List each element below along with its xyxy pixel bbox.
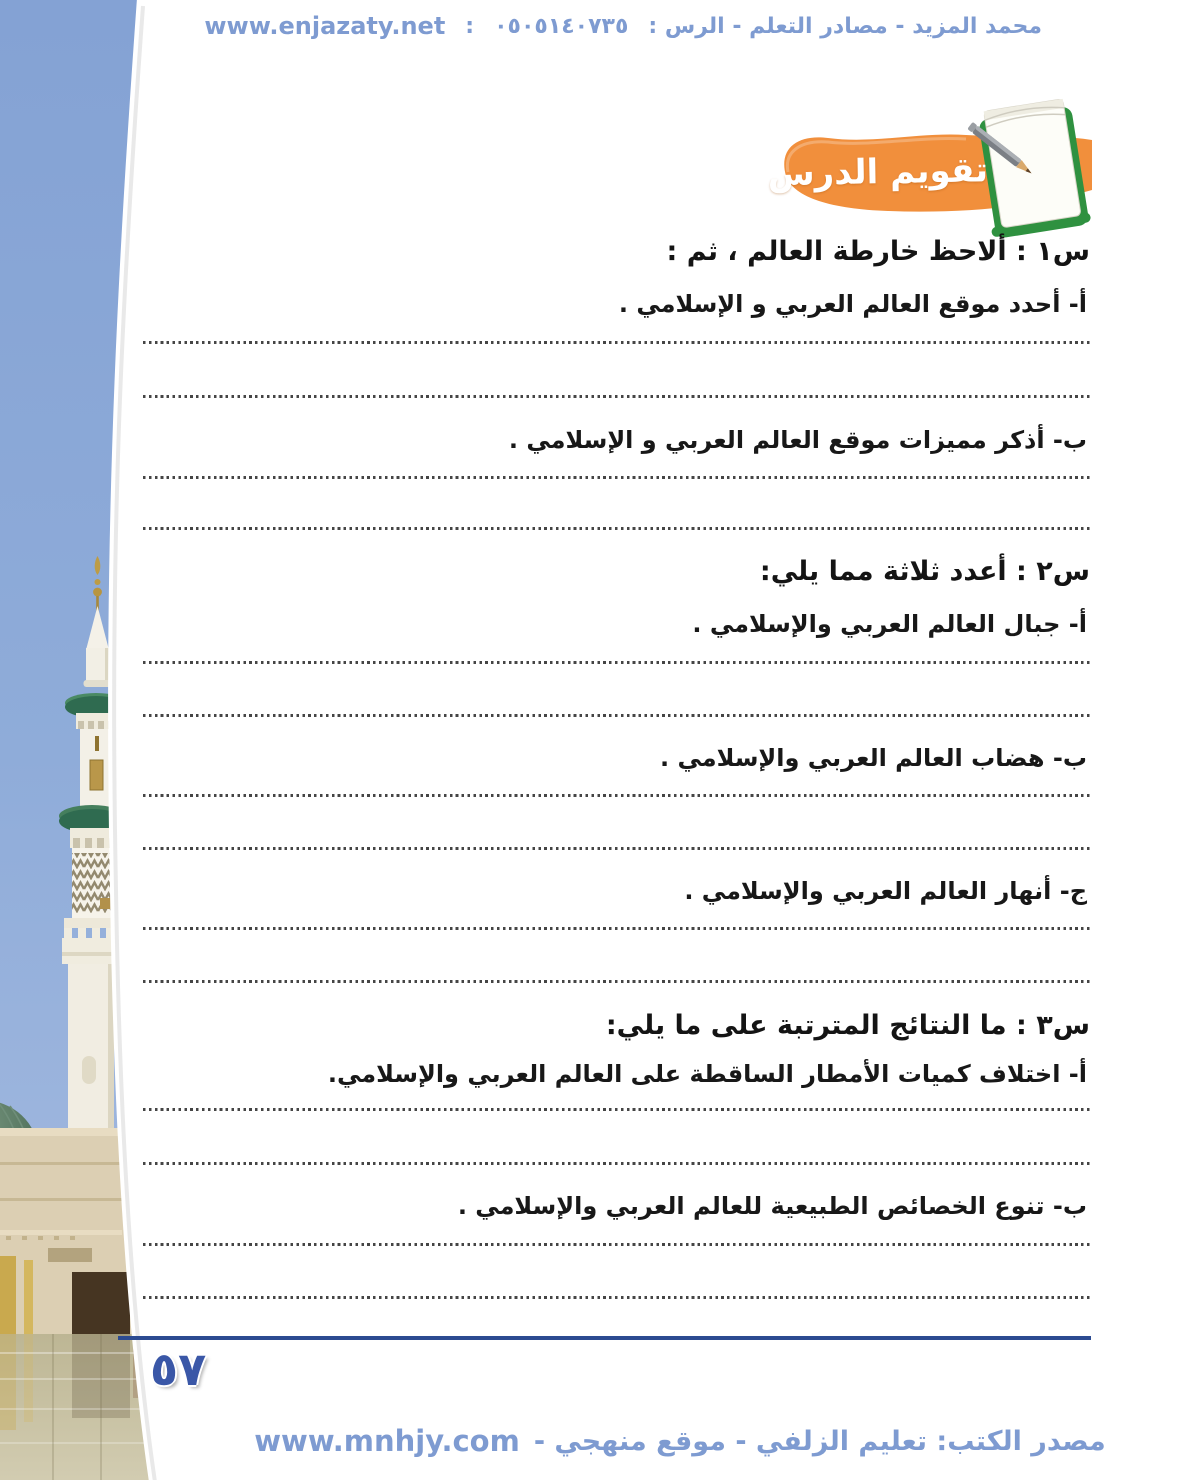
mosque-photo <box>0 0 165 1480</box>
header-website-link[interactable]: www.enjazaty.net <box>204 12 446 40</box>
banner-title: تقويم الدرس <box>767 150 989 195</box>
question-1-heading: س١ : ألاحظ خارطة العالم ، ثم : <box>666 236 1090 267</box>
question-3-item-a: أ- اختلاف كميات الأمطار الساقطة على العالم العربي والإسلامي. <box>327 1060 1087 1088</box>
question-2-item-b: ب- هضاب العالم العربي والإسلامي . <box>659 744 1087 772</box>
answer-dotted-line <box>143 927 1091 930</box>
question-3-heading: س٣ : ما النتائج المترتبة على ما يلي: <box>605 1010 1090 1041</box>
answer-dotted-line <box>143 714 1091 717</box>
answer-dotted-line <box>143 341 1091 344</box>
answer-dotted-line <box>143 395 1091 398</box>
page-footer <box>160 1424 1200 1458</box>
page-number: ٥٧ <box>150 1342 207 1396</box>
footer-website-link[interactable]: www.mnhjy.com <box>254 1424 520 1458</box>
header-credit-text: محمد المزيد - مصادر التعلم - الرس : <box>648 13 1042 39</box>
question-3-item-b: ب- تنوع الخصائص الطبيعية للعالم العربي والإسلامي . <box>457 1192 1087 1220</box>
answer-dotted-line <box>143 847 1091 850</box>
page-header <box>204 12 1042 40</box>
footer-rule <box>118 1336 1091 1340</box>
question-2-heading: س٢ : أعدد ثلاثة مما يلي: <box>759 556 1090 587</box>
answer-dotted-line <box>143 794 1091 797</box>
header-phone: ٠٥٠٥١٤٠٧٣٥ <box>494 13 629 39</box>
answer-dotted-line <box>143 980 1091 983</box>
answer-dotted-line <box>143 661 1091 664</box>
answer-dotted-line <box>143 1296 1091 1299</box>
answer-dotted-line <box>143 1243 1091 1246</box>
question-2-item-c: ج- أنهار العالم العربي والإسلامي . <box>684 877 1087 905</box>
answer-dotted-line <box>143 1108 1091 1111</box>
mosque-photo-illustration <box>0 0 165 1480</box>
answer-dotted-line <box>143 476 1091 479</box>
question-2-item-a: أ- جبال العالم العربي والإسلامي . <box>692 610 1087 638</box>
header-separator: : <box>465 13 475 39</box>
answer-dotted-line <box>143 527 1091 530</box>
question-1-item-a: أ- أحدد موقع العالم العربي و الإسلامي . <box>618 290 1087 318</box>
question-1-item-b: ب- أذكر مميزات موقع العالم العربي و الإسلامي . <box>508 426 1087 454</box>
footer-source-text: مصدر الكتب: تعليم الزلفي - موقع منهجي - <box>533 1425 1106 1457</box>
answer-dotted-line <box>143 1162 1091 1165</box>
notepad-icon <box>973 97 1092 239</box>
